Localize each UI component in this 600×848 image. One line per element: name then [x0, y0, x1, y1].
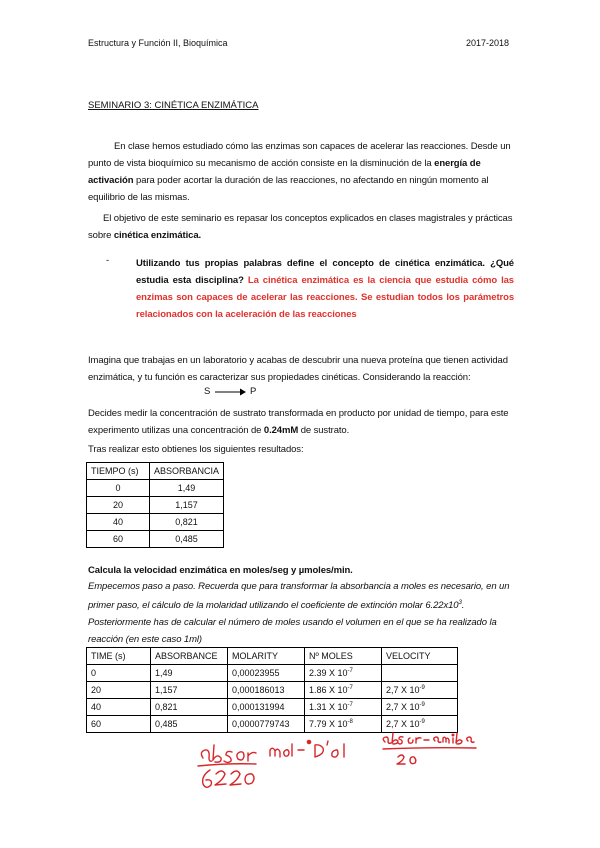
table-header-cell: TIEMPO (s)	[87, 463, 150, 480]
handwriting-moles	[270, 748, 280, 757]
table-cell: 0,0000779743	[228, 716, 305, 733]
lab-paragraph-2: Decides medir la concentración de sustrato transformada en producto por unidad de tiempo, para este experimento utilizas una concentración de 0.24mM de sustrato.	[88, 408, 509, 436]
table-header-cell: ABSORBANCIA	[149, 463, 223, 480]
table-cell: 7.79 X $10^{-8}$	[305, 716, 382, 733]
table-cell: 1,157	[149, 497, 223, 514]
table-cell: 0,485	[151, 716, 228, 733]
table-cell: 1,49	[151, 665, 228, 682]
calc-instructions: Empecemos paso a paso. Recuerda que para transformar la absorbancia a moles es necesario, en un primer paso, el cálculo de la molaridad utilizando el coeficiente de extinción molar $6.22x10^3$. Posteriormente has de calcular el número de moles usando el volumen en el que se ha realizado la reacción (en este caso 1ml)	[88, 581, 510, 646]
handwriting-absor-amiba	[383, 737, 391, 743]
table-cell: 20	[87, 497, 150, 514]
table-header-cell: TIME (s)	[87, 648, 151, 665]
intro-paragraph-2: El objetivo de este seminario es repasar los conceptos explicados en clases magistrales y prácticas sobre cinética enzimática.	[88, 213, 513, 241]
table-header-cell: VELOCITY	[382, 648, 458, 665]
table-cell: 60	[87, 531, 150, 548]
table-cell: 2,7 X $10^{-9}$	[382, 699, 458, 716]
table-header-cell: ABSORBANCE	[151, 648, 228, 665]
table-cell: 2,7 X $10^{-9}$	[382, 682, 458, 699]
handwriting-absor	[201, 750, 212, 761]
table-cell: 0,821	[149, 514, 223, 531]
page-title: SEMINARIO 3: CINÉTICA ENZIMÁTICA	[88, 100, 259, 111]
table-cell: 1.86 X $10^{-7}$	[305, 682, 382, 699]
table-cell: 1,49	[149, 480, 223, 497]
substrate-label: S	[204, 386, 211, 397]
table-cell: 1.31 X $10^{-7}$	[305, 699, 382, 716]
header-course: Estructura y Función II, Bioquímica	[88, 38, 228, 48]
table-cell: 0,000131994	[228, 699, 305, 716]
table-cell: 0,00023955	[228, 665, 305, 682]
table-cell: 60	[87, 716, 151, 733]
question-answer: La cinética enzimática es la ciencia que estudia cómo las enzimas son capaces de acelerar las reacciones. Se estudian todos los parámetros relacionados con la aceleración de las reacciones	[136, 275, 514, 320]
table-header-cell: Nº MOLES	[305, 648, 382, 665]
calc-title: Calcula la velocidad enzimática en moles/seg y µmoles/min.	[88, 565, 353, 576]
table-cell: 1,157	[151, 682, 228, 699]
question-bullet: -	[106, 255, 110, 266]
handwriting-6220	[203, 770, 212, 787]
table-cell: 0,821	[151, 699, 228, 716]
table-cell: 40	[87, 699, 151, 716]
intro-paragraph-1: En clase hemos estudiado cómo las enzimas son capaces de acelerar las reacciones. Desde un punto de vista bioquímico su mecanismo de acción consiste en la disminución de la energía de activación para poder acortar la duración de las reacciones, no afectando en ningún momento al equilibrio de las mismas.	[88, 141, 511, 203]
table-cell: 0	[87, 480, 150, 497]
product-label: P	[250, 386, 257, 397]
question-text: Utilizando tus propias palabras define el concepto de cinética enzimática. ¿Qué estudia esta disciplina?	[136, 258, 514, 286]
table-cell: 2,7 X $10^{-9}$	[382, 716, 458, 733]
table-cell: 2.39 X $10^{-7}$	[305, 665, 382, 682]
table-cell: 0,485	[149, 531, 223, 548]
header-year: 2017-2018	[466, 38, 510, 48]
lab-paragraph-3: Tras realizar esto obtienes los siguientes resultados:	[88, 444, 304, 455]
table-header-cell: MOLARITY	[228, 648, 305, 665]
lab-paragraph-1: Imagina que trabajas en un laboratorio y acabas de descubrir una nueva proteína que tienen actividad enzimática, y tu función es caracterizar sus propiedades cinéticas. Considerando la reacción:	[88, 355, 508, 383]
table-cell: 0	[87, 665, 151, 682]
table-cell: 0,000186013	[228, 682, 305, 699]
handwriting-underline	[198, 764, 256, 766]
table-cell: 20	[87, 682, 151, 699]
table-cell: 40	[87, 514, 150, 531]
